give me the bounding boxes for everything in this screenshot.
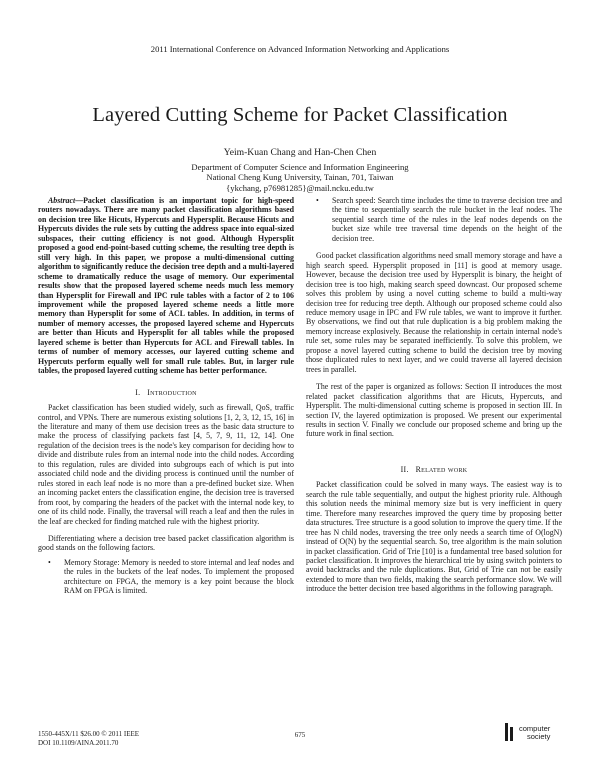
section-heading-introduction	[38, 388, 294, 397]
affiliation-university: National Cheng Kung University, Tainan, 701, Taiwan	[206, 172, 394, 183]
author-affiliation	[0, 162, 600, 193]
society-mark-icon	[503, 721, 517, 743]
conference-header: 2011 International Conference on Advanced Information Networking and Applications	[150, 44, 450, 54]
related-work-paragraph: Packet classification could be solved in many ways. The easiest way is to search the rule table sequentially, and output the highest priority rule. Although this solution needs the minimal memory size but is very inefficient in query time. Therefore many researches improved the query time by proposing better data structures. Tree structure is a good solution to improve the query time. If the tree has N child nodes, traversing the tree only needs a search time of O(logN) instead of O(N) by the sequential search. So, tree algorithm is the main solution in packet classification. Grid of Trie [10] is a fundamental tree based solution for packet classification. It improves the hierarchical trie by using switch pointers to avoid backtracks and the rule duplications. But, Grid of Trie can not be easily extended to more than two fields, making the search performance slow. We will introduce the better decision tree based algorithms in the following paragraph.	[306, 480, 562, 594]
factor-list-continued	[306, 196, 562, 243]
factor-list	[38, 558, 294, 596]
list-item	[306, 196, 562, 243]
affiliation-email: {ykchang, p76981285}@mail.ncku.edu.tw	[226, 182, 374, 193]
affiliation-department: Department of Computer Science and Information Engineering	[191, 162, 409, 172]
section-title: Related work	[415, 464, 468, 474]
list-item-text: Memory Storage: Memory is needed to store internal and leaf nodes and the rules in the buckets of the leaf nodes. To implement the proposed architecture on FPGA, the memory is a key point because the block RAM on FPGA is limited.	[64, 557, 294, 596]
intro-paragraph-1: Packet classification has been studied widely, such as firewall, QoS, traffic control, and VPNs. There are numerous existing solutions [1, 2, 3, 12, 15, 16] in the literature and many of them use decision trees as the basic data structure to make the process of classifying packets fast [4, 5, 7, 9, 11, 12, 14]. One regulation of the decision trees is the node's key comparison for deciding how to divide and distribute rules from an internal node into the child nodes. According to this regulation, rules are divided into subgroups each of which is put into associated child node and the dividing process is continued until the number of rules stored in each leaf node is no more than a pre-defined bucket size. When an incoming packet enters the classification engine, the decision tree is traversed from root, by comparing the headers of the packet with the internal node key, to one of its child node. Finally, the traversal will reach a leaf and then the rules in the leaf are checked for finding matched rule with the highest priority.	[38, 403, 294, 526]
section-number: II.	[400, 464, 409, 474]
intro-paragraph-4: The rest of the paper is organized as follows: Section II introduces the most related packet classification algorithms that are Hicuts, Hypercuts, and Hypersplit. The multi-dimensional cutting scheme is proposed in section III. In section IV, the layered optimization is proposed. We present our experimental results in section V. Finally we conclude our proposed scheme and bring up the future work in final section.	[306, 382, 562, 439]
right-column	[306, 196, 562, 594]
logo-word-society: society	[527, 732, 551, 741]
paper-authors: Yeim-Kuan Chang and Han-Chen Chen	[223, 147, 377, 158]
section-number: I.	[135, 387, 141, 397]
list-item-text: Search speed: Search time includes the time to traverse decision tree and the time to sequentially search the rule bucket in the leaf nodes. The sequential search time of the rules in the leaf nodes depends on the bucket size while tree traversal time depends on the height of the decision tree.	[332, 196, 562, 243]
left-column	[38, 196, 294, 596]
bullet-icon: •	[48, 557, 51, 567]
bullet-icon: •	[316, 196, 319, 205]
computer-society-logo	[503, 721, 563, 745]
logo-word-computer: computer	[519, 724, 551, 733]
page-number: 675	[294, 731, 306, 739]
intro-paragraph-3: Good packet classification algorithms need small memory storage and have a high search speed. Hypersplit proposed in [11] is good at memory usage. However, because the decision tree used by Hypersplit is binary, the height of decision tree is too high, making search speed downcast. Our proposed scheme solves this problem by using a novel cutting scheme to build a multi-way decision tree for reducing tree depth. Although our proposed scheme could also reduce memory usage in IPC and FW rule tables, we want to improve it further. By observations, we find out that rule duplication is a big problem making the memory increase explosively. Because the relationship in certain internal node's rule set, some rules may be separated inefficiently. To solve this problem, we propose a novel layered cutting scheme to build the decision tree by moving those duplicated rules to next layer, and we could traverse all layered decision trees in parallel.	[306, 251, 562, 374]
intro-paragraph-2: Differentiating where a decision tree based packet classification algorithm is good stands on the following factors.	[38, 533, 294, 553]
doi-line: DOI 10.1109/AINA.2011.70	[38, 738, 119, 747]
issn-line: 1550-445X/11 $26.00 © 2011 IEEE	[38, 730, 140, 738]
section-heading-related-work	[306, 465, 562, 474]
paper-title: Layered Cutting Scheme for Packet Classification	[92, 104, 508, 126]
abstract	[38, 196, 294, 376]
list-item	[38, 558, 294, 596]
abstract-text: —Packet classification is an important topic for high-speed routers nowadays. There are many packet classification algorithms based on decision tree like Hicuts, Hypercuts and Hypersplit. Because Hicuts and Hypercuts divides the rule sets by cutting the address space into equal-sized subspaces, their cutting efficiency is not good. Although Hypersplit proposed a good end-point-based cutting scheme, the resulting tree depth is still very high. In this paper, we propose a multi-dimensional cutting algorithm to significantly reduce the decision tree depth and a multi-layered scheme to dramatically reduce the usage of memory. Our experimental results show that the proposed layered scheme needs much less memory than Hypersplit for Firewall and IPC rule tables with a factor of 2 to 106 improvement while the proposed layered scheme needs a little more memory than Hypersplit for some of ACL tables. In addition, in terms of number of memory accesses, the proposed layered scheme and Hypercuts are better than Hicuts and Hypersplit for all tables while the proposed layered scheme is better than Hypercuts for ACL and Firewall tables. In terms of number of memory accesses, our layered cutting scheme and Hypercuts perform equally well for small rule tables. But, in larger rule tables, the proposed layered cutting scheme has better performance.	[38, 196, 294, 376]
abstract-lead: Abstract	[48, 196, 76, 205]
section-title: Introduction	[147, 387, 197, 397]
